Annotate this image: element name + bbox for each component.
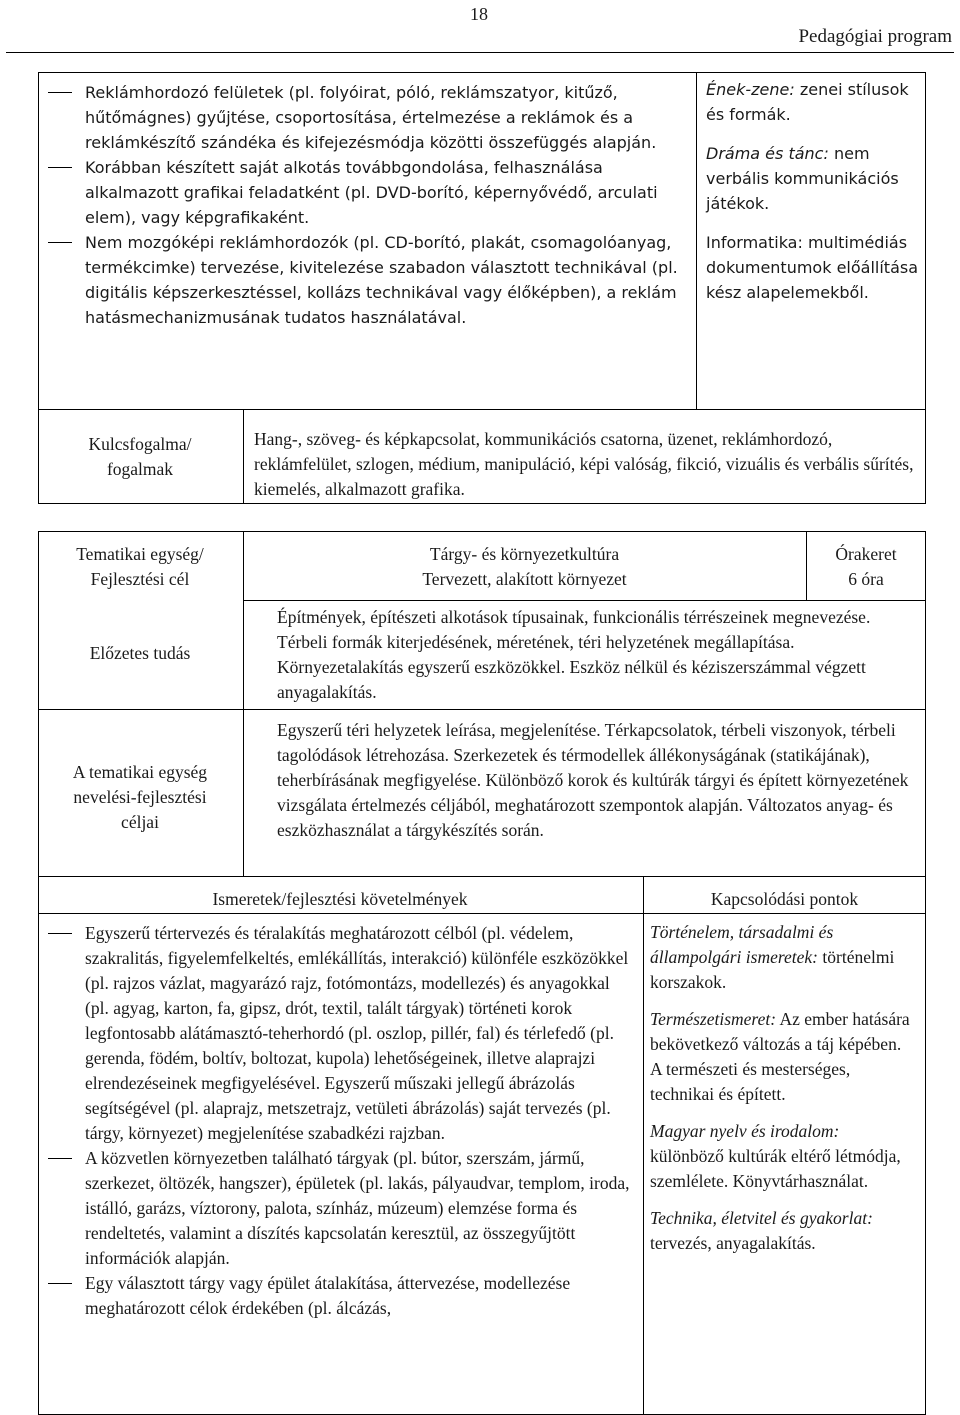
goals-label bbox=[40, 760, 240, 835]
connections-header: Kapcsolódási pontok bbox=[710, 889, 859, 909]
requirement-item: A közvetlen környezetben található tárgyak (pl. bútor, szerszám, jármű, szerkezet, öltözék, hangszer), épületek (pl. lakás, pályaudvar, templom, iroda, istálló, garázs, víztorony, palota, színház, múzeum) elemzése forma és rendeltetés, valamint a díszítés kapcsolatán keresztül, az összegyűjtött információk alapján. bbox=[40, 1146, 636, 1271]
connection-text: tervezés, anyagalakítás. bbox=[650, 1233, 816, 1253]
key-concepts-label bbox=[40, 432, 240, 482]
connection-text: multimédiás dokumentumok előállítása kész alapelemekből. bbox=[706, 233, 919, 302]
activity-item: Korábban készített saját alkotás továbbgondolása, felhasználása alkalmazott grafikai feladatként (pl. DVD-borító, képernyővédő, arculati elem), vagy képgrafikaként. bbox=[40, 155, 690, 230]
connection-text: nem verbális kommunikációs játékok. bbox=[706, 144, 899, 213]
unit-title bbox=[246, 542, 803, 592]
unit-label-divider bbox=[243, 531, 244, 876]
thematic-unit-label bbox=[40, 542, 240, 592]
activity-item: Reklámhordozó felületek (pl. folyóirat, póló, reklámszatyor, kitűző, hűtőmágnes) gyűjtése, csoportosítása, értelmezése a reklámok és a reklámkészítő szándéka és kifejezésmódja közötti összefüggés alapján. bbox=[40, 80, 690, 155]
unit-title-line2: Tervezett, alakított környezet bbox=[422, 569, 627, 589]
connection-subject: Informatika: bbox=[706, 233, 803, 252]
header-divider bbox=[6, 52, 954, 53]
requirements-header: Ismeretek/fejlesztési követelmények bbox=[212, 889, 468, 909]
goals-label-line2: nevelési-fejlesztési bbox=[73, 787, 207, 807]
activity-item: Nem mozgóképi reklámhordozók (pl. CD-borító, plakát, csomagolóanyag, termékcimke) tervezése, kivitelezése szabadon választott technikával (pl. digitális képszerkesztéssel, kollázs technikával vagy élőképben), a reklám hatásmechanizmusának tudatos használatával. bbox=[40, 230, 690, 330]
thematic-unit-label-line1: Tematikai egység/ bbox=[76, 544, 204, 564]
prior-knowledge-text: Építmények, építészeti alkotások típusainak, funkcionális térrészeinek megnevezése. Térbeli formák kiterjedésének, méretének, téri helyzetének megállapítása. Környezetalakítás egyszerű eszközökkel. Eszköz nélkül és kéziszerszámmal végzett anyagalakítás. bbox=[277, 607, 871, 702]
requirements-list-container bbox=[40, 921, 636, 1321]
top-table-divider-right bbox=[696, 72, 697, 410]
unit-row-divider bbox=[38, 876, 926, 877]
unit-row-divider bbox=[38, 709, 926, 710]
connection-item bbox=[650, 1119, 915, 1194]
unit-title-line1: Tárgy- és környezetkultúra bbox=[429, 544, 620, 564]
running-header-title: Pedagógiai program bbox=[798, 26, 952, 47]
requirements-divider bbox=[643, 876, 644, 1415]
connection-subject: Technika, életvitel és gyakorlat: bbox=[650, 1208, 873, 1228]
key-concepts-divider bbox=[243, 409, 244, 504]
page-number: 18 bbox=[470, 4, 488, 24]
top-connections bbox=[706, 77, 921, 319]
connection-subject: Magyar nyelv és irodalom: bbox=[650, 1121, 840, 1141]
top-table-divider-row bbox=[38, 409, 926, 410]
key-concepts-label-line2: fogalmak bbox=[106, 459, 174, 479]
unit-row-divider bbox=[243, 600, 926, 601]
connection-item bbox=[650, 920, 915, 995]
activities-list-container bbox=[40, 80, 690, 330]
connection-item bbox=[650, 1206, 915, 1256]
connection-subject: Dráma és tánc: bbox=[706, 144, 829, 163]
connection-item bbox=[706, 230, 921, 305]
unit-hours-divider bbox=[806, 531, 807, 600]
connection-item bbox=[706, 77, 921, 127]
prior-knowledge-label: Előzetes tudás bbox=[89, 643, 191, 663]
unit-connections bbox=[650, 920, 915, 1268]
connection-subject: Ének-zene: bbox=[706, 80, 795, 99]
connection-subject: Természetismeret: bbox=[650, 1009, 777, 1029]
requirement-item: Egy választott tárgy vagy épület átalakítása, áttervezése, modellezése meghatározott célok érdekében (pl. álcázás, bbox=[40, 1271, 636, 1321]
goals-label-line1: A tematikai egység bbox=[72, 762, 208, 782]
hours-value: 6 óra bbox=[848, 569, 884, 589]
key-concepts-text: Hang-, szöveg- és képkapcsolat, kommunikációs csatorna, üzenet, reklámhordozó, reklámfelület, szlogen, médium, manipuláció, képi valóság, fikció, vizuális és verbális sűrítés, kiemelés, alkalmazott grafika. bbox=[254, 429, 914, 499]
connection-text: zenei stílusok és formák. bbox=[706, 80, 909, 124]
goals-text: Egyszerű téri helyzetek leírása, megjelenítése. Térkapcsolatok, térbeli viszonyok, térbeli tagolódások létrehozása. Szerkezetek és térmodellek állékonyságának (statikájának), teherbírásának megfigyelése. Különböző korok és kultúrák tárgyi és épített környezetének vizsgálata értelmezés céljából, meghatározott szempontok alapján. Változatos anyag- és eszközhasználat a tárgykészítés során. bbox=[277, 720, 909, 840]
connection-subject: Történelem, társadalmi és állampolgári ismeretek: bbox=[650, 922, 834, 967]
requirement-item: Egyszerű tértervezés és téralakítás meghatározott célból (pl. védelem, szakralitás, figyelemfelkeltés, emlékállítás, interakció) különféle eszközökkel (pl. rajzos vázlat, magyarázó rajz, fotómontázs, modellezés) és anyagokkal (pl. agyag, karton, fa, gipsz, drót, textil, talált tárgyak) történeti korok legfontosabb alátámasztó-teherhordó (pl. oszlop, pillér, fal) és térlefedő (pl. gerenda, födém, boltív, boltozat, kupola) lehetőségeinek, illetve alaprajzi elrendezéseinek megfigyelésével. Egyszerű műszaki jellegű ábrázolás segítségével (pl. alaprajz, metszetrajz, vetületi ábrázolás) saját tervezés (pl. tárgy, környezet) megjelenítése szabadkézi rajzban. bbox=[40, 921, 636, 1146]
requirements-header-divider bbox=[38, 913, 926, 914]
hours-frame bbox=[808, 542, 924, 592]
connection-text: Az ember hatására bekövetkező változás a táj képében. A természeti és mesterséges, technikai és épített. bbox=[650, 1009, 910, 1104]
thematic-unit-label-line2: Fejlesztési cél bbox=[90, 569, 190, 589]
hours-label: Órakeret bbox=[835, 544, 897, 564]
key-concepts-label-line1: Kulcsfogalma/ bbox=[88, 434, 192, 454]
connection-text: különböző kultúrák eltérő létmódja, szemlélete. Könyvtárhasználat. bbox=[650, 1146, 901, 1191]
connection-item bbox=[650, 1007, 915, 1107]
connection-text: történelmi korszakok. bbox=[650, 947, 895, 992]
goals-label-line3: céljai bbox=[121, 812, 159, 832]
connection-item bbox=[706, 141, 921, 216]
